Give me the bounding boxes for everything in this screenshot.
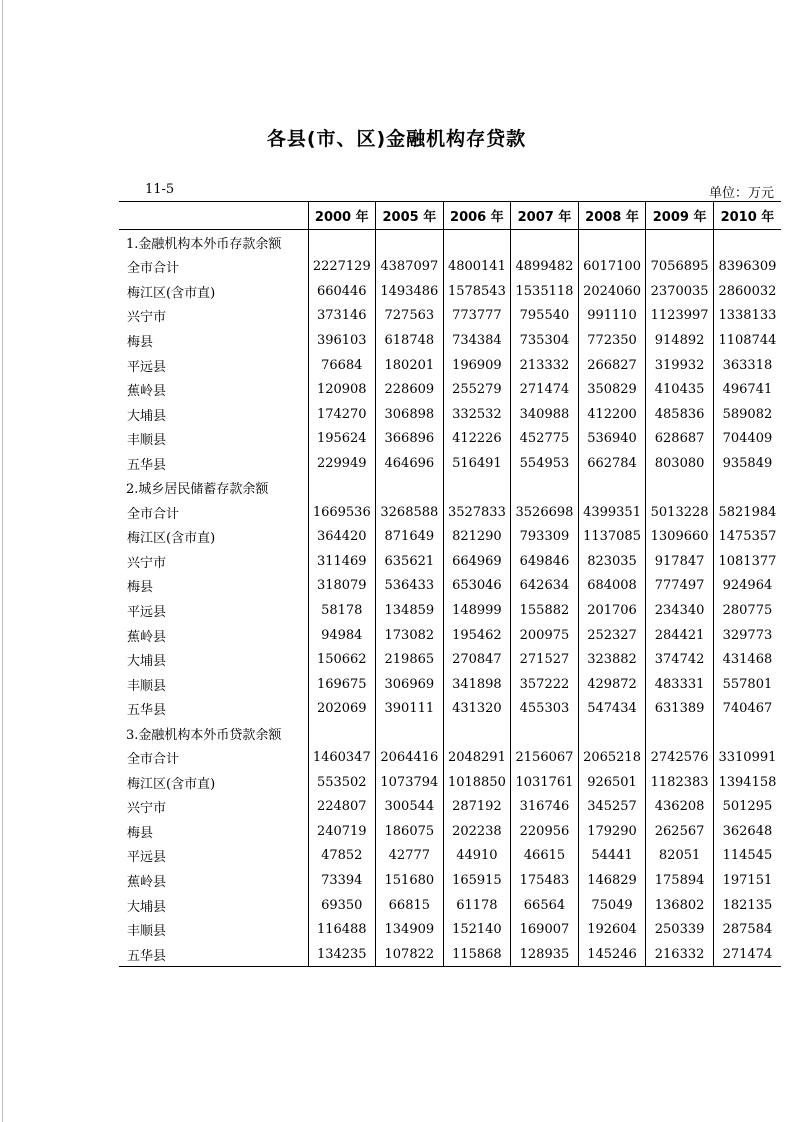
value-cell: 107822 <box>376 942 444 967</box>
value-cell: 501295 <box>713 795 781 820</box>
row-label: 五华县 <box>119 942 308 967</box>
table-code: 11-5 <box>145 182 175 197</box>
value-cell: 483331 <box>646 672 714 697</box>
value-cell: 300544 <box>376 795 444 820</box>
value-cell: 557801 <box>713 672 781 697</box>
table-row <box>119 868 781 893</box>
value-cell: 1309660 <box>646 525 714 550</box>
value-cell: 311469 <box>308 549 376 574</box>
value-cell: 201706 <box>578 598 646 623</box>
value-cell: 1081377 <box>713 549 781 574</box>
value-cell: 318079 <box>308 574 376 599</box>
value-cell: 516491 <box>443 451 511 476</box>
row-label: 五华县 <box>127 703 167 719</box>
table-row <box>119 844 781 869</box>
value-cell: 152140 <box>443 917 511 942</box>
value-cell: 66815 <box>376 893 444 918</box>
row-label: 蕉岭县 <box>127 874 167 890</box>
value-cell: 2742576 <box>646 745 714 770</box>
column-header: 2009 年 <box>646 202 714 230</box>
value-cell: 271474 <box>713 942 781 967</box>
row-label: 兴宁市 <box>127 801 167 817</box>
value-cell: 5821984 <box>713 500 781 525</box>
section-title: 1.金融机构本外币存款余额 <box>126 236 282 252</box>
value-cell: 234340 <box>646 598 714 623</box>
value-cell: 47852 <box>308 844 376 869</box>
value-cell: 319932 <box>646 353 714 378</box>
deposit-loan-table <box>119 201 781 967</box>
value-cell: 197151 <box>713 868 781 893</box>
value-cell: 340988 <box>511 402 579 427</box>
value-cell: 1475357 <box>713 525 781 550</box>
value-cell: 2156067 <box>511 745 579 770</box>
table-row <box>119 279 781 304</box>
value-cell: 150662 <box>308 647 376 672</box>
value-cell: 2065218 <box>578 745 646 770</box>
table-row <box>119 672 781 697</box>
value-cell: 431320 <box>443 696 511 721</box>
value-cell: 306969 <box>376 672 444 697</box>
value-cell: 914892 <box>646 328 714 353</box>
value-cell: 734384 <box>443 328 511 353</box>
table-row <box>119 328 781 353</box>
value-cell <box>511 475 579 500</box>
value-cell: 4399351 <box>578 500 646 525</box>
section-title: 2.城乡居民储蓄存款余额 <box>126 482 269 498</box>
value-cell: 704409 <box>713 426 781 451</box>
value-cell: 803080 <box>646 451 714 476</box>
value-cell: 536433 <box>376 574 444 599</box>
value-cell: 485836 <box>646 402 714 427</box>
value-cell: 271527 <box>511 647 579 672</box>
value-cell: 224807 <box>308 795 376 820</box>
value-cell: 1535118 <box>511 279 579 304</box>
row-label: 梅江区(含市直) <box>127 285 216 301</box>
value-cell: 255279 <box>443 377 511 402</box>
row-label: 梅县 <box>127 334 154 350</box>
value-cell: 76684 <box>308 353 376 378</box>
value-cell: 4800141 <box>443 255 511 280</box>
value-cell: 684008 <box>578 574 646 599</box>
value-cell: 182135 <box>713 893 781 918</box>
value-cell: 7056895 <box>646 255 714 280</box>
value-cell: 134859 <box>376 598 444 623</box>
value-cell: 329773 <box>713 623 781 648</box>
value-cell: 250339 <box>646 917 714 942</box>
table-row <box>119 893 781 918</box>
value-cell: 5013228 <box>646 500 714 525</box>
row-label: 大埔县 <box>127 899 167 915</box>
value-cell: 2370035 <box>646 279 714 304</box>
table-row <box>119 353 781 378</box>
value-cell: 175483 <box>511 868 579 893</box>
value-cell: 195462 <box>443 623 511 648</box>
value-cell: 284421 <box>646 623 714 648</box>
table-header-row <box>119 202 781 230</box>
value-cell: 332532 <box>443 402 511 427</box>
value-cell: 180201 <box>376 353 444 378</box>
value-cell: 793309 <box>511 525 579 550</box>
value-cell: 553502 <box>308 770 376 795</box>
value-cell: 216332 <box>646 942 714 967</box>
value-cell: 2227129 <box>308 255 376 280</box>
value-cell: 2860032 <box>713 279 781 304</box>
value-cell: 795540 <box>511 304 579 329</box>
value-cell: 270847 <box>443 647 511 672</box>
value-cell: 252327 <box>578 623 646 648</box>
value-cell: 821290 <box>443 525 511 550</box>
value-cell: 58178 <box>308 598 376 623</box>
row-label: 梅县 <box>127 825 154 841</box>
row-label: 梅江区(含市直) <box>127 776 216 792</box>
table-row <box>119 525 781 550</box>
value-cell: 6017100 <box>578 255 646 280</box>
value-cell: 1578543 <box>443 279 511 304</box>
row-label: 大埔县 <box>127 654 167 670</box>
row-label: 平远县 <box>127 359 167 375</box>
value-cell: 345257 <box>578 795 646 820</box>
value-cell: 134235 <box>308 942 376 967</box>
value-cell: 44910 <box>443 844 511 869</box>
value-cell: 61178 <box>443 893 511 918</box>
value-cell: 128935 <box>511 942 579 967</box>
value-cell: 935849 <box>713 451 781 476</box>
value-cell: 54441 <box>578 844 646 869</box>
row-label: 平远县 <box>127 850 167 866</box>
table-row <box>119 402 781 427</box>
value-cell: 547434 <box>578 696 646 721</box>
value-cell: 94984 <box>308 623 376 648</box>
value-cell: 155882 <box>511 598 579 623</box>
table-row <box>119 377 781 402</box>
value-cell <box>511 230 579 255</box>
row-label: 蕉岭县 <box>127 384 167 400</box>
value-cell: 772350 <box>578 328 646 353</box>
value-cell <box>511 721 579 746</box>
value-cell: 148999 <box>443 598 511 623</box>
header-corner-cell <box>119 202 308 230</box>
row-label: 全市合计 <box>127 752 180 768</box>
value-cell: 536940 <box>578 426 646 451</box>
value-cell: 926501 <box>578 770 646 795</box>
column-header: 2008 年 <box>578 202 646 230</box>
value-cell: 341898 <box>443 672 511 697</box>
value-cell: 740467 <box>713 696 781 721</box>
section-title: 3.金融机构本外币贷款余额 <box>126 727 282 743</box>
value-cell: 357222 <box>511 672 579 697</box>
page-edge-rule <box>2 0 3 1122</box>
table-row <box>119 917 781 942</box>
value-cell: 589082 <box>713 402 781 427</box>
row-label: 蕉岭县 <box>127 629 167 645</box>
value-cell <box>646 475 714 500</box>
value-cell: 649846 <box>511 549 579 574</box>
table-row <box>119 549 781 574</box>
value-cell: 1137085 <box>578 525 646 550</box>
value-cell <box>578 230 646 255</box>
value-cell <box>376 230 444 255</box>
value-cell: 202238 <box>443 819 511 844</box>
value-cell: 823035 <box>578 549 646 574</box>
value-cell <box>308 721 376 746</box>
value-cell: 1182383 <box>646 770 714 795</box>
row-label: 梅江区(含市直) <box>127 531 216 547</box>
table-row <box>119 623 781 648</box>
value-cell: 114545 <box>713 844 781 869</box>
value-cell: 75049 <box>578 893 646 918</box>
column-header: 2006 年 <box>443 202 511 230</box>
value-cell: 436208 <box>646 795 714 820</box>
value-cell: 362648 <box>713 819 781 844</box>
table-body <box>119 230 781 967</box>
value-cell: 2064416 <box>376 745 444 770</box>
value-cell: 1394158 <box>713 770 781 795</box>
value-cell: 195624 <box>308 426 376 451</box>
value-cell <box>578 475 646 500</box>
row-label: 梅县 <box>127 580 154 596</box>
value-cell: 200975 <box>511 623 579 648</box>
value-cell <box>713 475 781 500</box>
value-cell: 642634 <box>511 574 579 599</box>
value-cell: 4899482 <box>511 255 579 280</box>
value-cell: 773777 <box>443 304 511 329</box>
value-cell: 262567 <box>646 819 714 844</box>
value-cell <box>376 721 444 746</box>
table-row <box>119 574 781 599</box>
value-cell: 431468 <box>713 647 781 672</box>
value-cell: 192604 <box>578 917 646 942</box>
value-cell: 271474 <box>511 377 579 402</box>
table-row <box>119 304 781 329</box>
value-cell: 174270 <box>308 402 376 427</box>
value-cell: 136802 <box>646 893 714 918</box>
table-row <box>119 770 781 795</box>
value-cell: 220956 <box>511 819 579 844</box>
row-label: 丰顺县 <box>127 678 167 694</box>
value-cell: 374742 <box>646 647 714 672</box>
value-cell: 1108744 <box>713 328 781 353</box>
value-cell <box>646 721 714 746</box>
column-header: 2010 年 <box>713 202 781 230</box>
table-row <box>119 426 781 451</box>
value-cell: 396103 <box>308 328 376 353</box>
page-title: 各县(市、区)金融机构存贷款 <box>266 128 527 150</box>
value-cell: 151680 <box>376 868 444 893</box>
value-cell: 1460347 <box>308 745 376 770</box>
value-cell: 871649 <box>376 525 444 550</box>
value-cell: 618748 <box>376 328 444 353</box>
value-cell: 1018850 <box>443 770 511 795</box>
table-row <box>119 819 781 844</box>
row-label: 大埔县 <box>127 408 167 424</box>
value-cell: 146829 <box>578 868 646 893</box>
value-cell: 429872 <box>578 672 646 697</box>
table-row <box>119 255 781 280</box>
value-cell: 631389 <box>646 696 714 721</box>
table-row <box>119 647 781 672</box>
value-cell: 66564 <box>511 893 579 918</box>
value-cell: 219865 <box>376 647 444 672</box>
value-cell: 240719 <box>308 819 376 844</box>
value-cell: 554953 <box>511 451 579 476</box>
value-cell: 73394 <box>308 868 376 893</box>
value-cell: 2048291 <box>443 745 511 770</box>
row-label: 全市合计 <box>127 261 180 277</box>
value-cell: 323882 <box>578 647 646 672</box>
row-label: 兴宁市 <box>127 310 167 326</box>
value-cell: 735304 <box>511 328 579 353</box>
unit-label: 单位：万元 <box>708 186 774 201</box>
value-cell <box>443 721 511 746</box>
value-cell: 363318 <box>713 353 781 378</box>
value-cell: 8396309 <box>713 255 781 280</box>
value-cell: 42777 <box>376 844 444 869</box>
value-cell: 1493486 <box>376 279 444 304</box>
value-cell: 3526698 <box>511 500 579 525</box>
value-cell: 229949 <box>308 451 376 476</box>
table-row <box>119 598 781 623</box>
column-header: 2000 年 <box>308 202 376 230</box>
value-cell: 196909 <box>443 353 511 378</box>
row-label: 全市合计 <box>127 506 180 522</box>
value-cell: 3268588 <box>376 500 444 525</box>
value-cell: 169675 <box>308 672 376 697</box>
section-header-row <box>119 721 781 746</box>
value-cell: 266827 <box>578 353 646 378</box>
value-cell: 664969 <box>443 549 511 574</box>
section-header-row <box>119 475 781 500</box>
value-cell <box>713 721 781 746</box>
value-cell: 82051 <box>646 844 714 869</box>
value-cell: 452775 <box>511 426 579 451</box>
value-cell: 635621 <box>376 549 444 574</box>
value-cell: 410435 <box>646 377 714 402</box>
value-cell: 3310991 <box>713 745 781 770</box>
value-cell: 120908 <box>308 377 376 402</box>
value-cell: 373146 <box>308 304 376 329</box>
value-cell: 496741 <box>713 377 781 402</box>
row-label: 平远县 <box>127 604 167 620</box>
value-cell: 69350 <box>308 893 376 918</box>
value-cell: 366896 <box>376 426 444 451</box>
value-cell <box>443 475 511 500</box>
value-cell <box>376 475 444 500</box>
value-cell: 660446 <box>308 279 376 304</box>
value-cell: 2024060 <box>578 279 646 304</box>
value-cell: 3527833 <box>443 500 511 525</box>
value-cell: 169007 <box>511 917 579 942</box>
value-cell: 165915 <box>443 868 511 893</box>
value-cell <box>578 721 646 746</box>
value-cell: 653046 <box>443 574 511 599</box>
table-row <box>119 745 781 770</box>
value-cell: 364420 <box>308 525 376 550</box>
value-cell: 287584 <box>713 917 781 942</box>
value-cell: 175894 <box>646 868 714 893</box>
value-cell: 316746 <box>511 795 579 820</box>
value-cell: 455303 <box>511 696 579 721</box>
value-cell: 1031761 <box>511 770 579 795</box>
value-cell: 1338133 <box>713 304 781 329</box>
value-cell: 306898 <box>376 402 444 427</box>
value-cell: 924964 <box>713 574 781 599</box>
row-label: 五华县 <box>127 457 167 473</box>
table-row <box>119 795 781 820</box>
value-cell <box>713 230 781 255</box>
value-cell: 287192 <box>443 795 511 820</box>
value-cell: 917847 <box>646 549 714 574</box>
value-cell: 777497 <box>646 574 714 599</box>
value-cell <box>308 475 376 500</box>
value-cell: 1123997 <box>646 304 714 329</box>
value-cell: 115868 <box>443 942 511 967</box>
column-header: 2007 年 <box>511 202 579 230</box>
value-cell: 179290 <box>578 819 646 844</box>
value-cell <box>646 230 714 255</box>
value-cell: 213332 <box>511 353 579 378</box>
value-cell: 464696 <box>376 451 444 476</box>
value-cell: 186075 <box>376 819 444 844</box>
value-cell <box>308 230 376 255</box>
value-cell: 1669536 <box>308 500 376 525</box>
value-cell: 228609 <box>376 377 444 402</box>
table-row <box>119 942 781 967</box>
value-cell: 991110 <box>578 304 646 329</box>
value-cell: 727563 <box>376 304 444 329</box>
value-cell: 202069 <box>308 696 376 721</box>
column-header: 2005 年 <box>376 202 444 230</box>
value-cell: 1073794 <box>376 770 444 795</box>
row-label: 兴宁市 <box>127 555 167 571</box>
value-cell: 412200 <box>578 402 646 427</box>
table-row <box>119 500 781 525</box>
value-cell: 280775 <box>713 598 781 623</box>
value-cell: 116488 <box>308 917 376 942</box>
table-row <box>119 451 781 476</box>
section-header-row <box>119 230 781 255</box>
value-cell: 662784 <box>578 451 646 476</box>
value-cell: 350829 <box>578 377 646 402</box>
row-label: 丰顺县 <box>127 433 167 449</box>
value-cell: 134909 <box>376 917 444 942</box>
value-cell: 412226 <box>443 426 511 451</box>
value-cell: 145246 <box>578 942 646 967</box>
value-cell: 46615 <box>511 844 579 869</box>
row-label: 丰顺县 <box>127 924 167 940</box>
value-cell <box>443 230 511 255</box>
value-cell: 390111 <box>376 696 444 721</box>
value-cell: 4387097 <box>376 255 444 280</box>
table-row <box>119 696 781 721</box>
value-cell: 173082 <box>376 623 444 648</box>
value-cell: 628687 <box>646 426 714 451</box>
